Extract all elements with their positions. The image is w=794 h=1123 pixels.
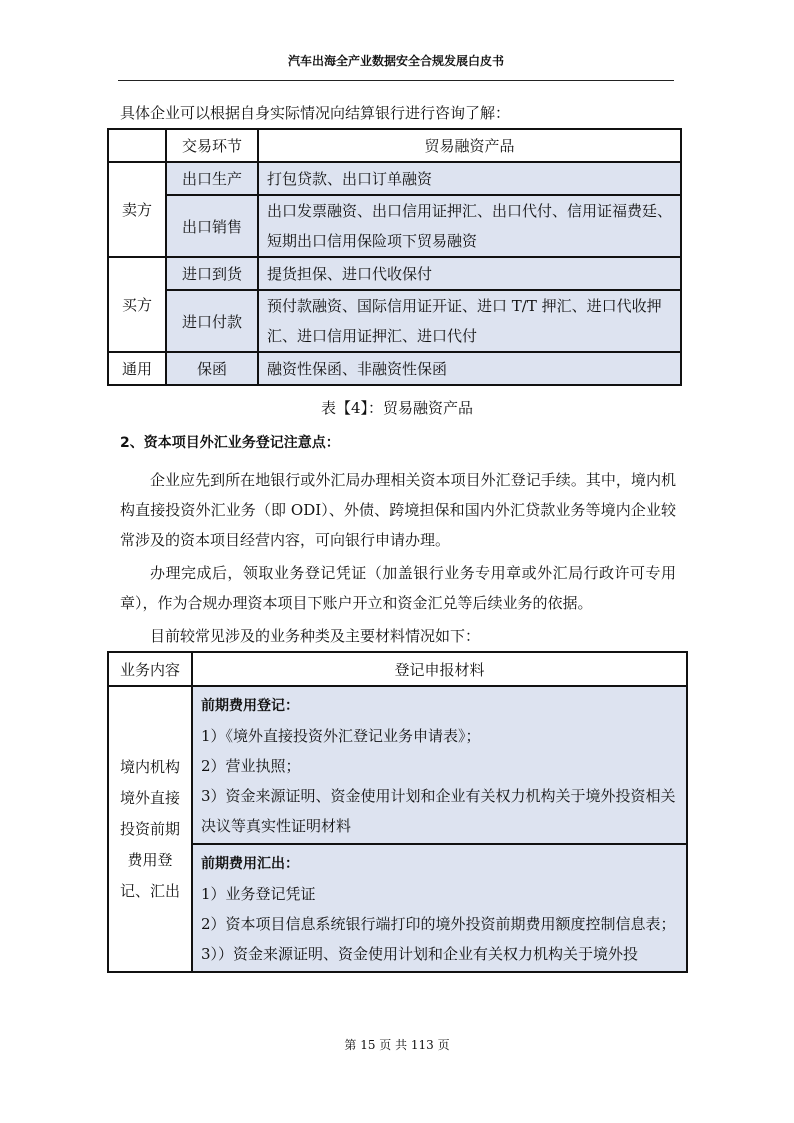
table-row-stage: 出口销售: [166, 195, 258, 257]
trade-finance-table: [107, 128, 682, 386]
header-divider: [118, 80, 674, 81]
list-item: 1）《境外直接投资外汇登记业务申请表》；: [201, 727, 481, 745]
capital-account-table: [107, 651, 688, 973]
table-header-business: 业务内容: [108, 652, 192, 686]
paragraph-3: 目前较常见涉及的业务种类及主要材料情况如下：: [150, 627, 481, 645]
business-cell: 境内机构境外直接投资前期费用登记、汇出: [108, 686, 192, 972]
table-row-stage: 保函: [166, 352, 258, 385]
list-item: 2）营业执照；: [201, 757, 301, 775]
page-number: 第 15 页 共 113 页: [344, 1038, 450, 1052]
paragraph-2: 办理完成后，领取业务登记凭证（加盖银行业务专用章或外汇局行政许可专用章），作为合规办理资本项目下账户开立和资金汇兑等后续业务的依据。: [120, 564, 676, 612]
page-header-title: 汽车出海全产业数据安全合规发展白皮书: [287, 54, 504, 68]
materials-block-registration: [192, 686, 687, 844]
table-caption: 表【4】：贸易融资产品: [320, 399, 474, 417]
table-row-products: 出口发票融资、出口信用证押汇、出口代付、信用证福费廷、短期出口信用保险项下贸易融资: [258, 195, 681, 257]
materials-block-remittance: [192, 844, 687, 972]
table-header-stage: 交易环节: [166, 129, 258, 162]
intro-text: 具体企业可以根据自身实际情况向结算银行进行咨询了解：: [120, 104, 511, 122]
table-header-products: 贸易融资产品: [258, 129, 681, 162]
table-row-products: 融资性保函、非融资性保函: [258, 352, 681, 385]
list-item: 3）资金来源证明、资金使用计划和企业有关权力机构关于境外投资相关决议等真实性证明材料: [201, 787, 676, 835]
table-row-stage: 出口生产: [166, 162, 258, 195]
table-header-empty: [108, 129, 166, 162]
block-title: 前期费用汇出：: [201, 856, 299, 872]
list-item: 3））资金来源证明、资金使用计划和企业有关权力机构关于境外投: [201, 945, 639, 963]
row-group-general: 通用: [108, 352, 166, 385]
table-row-products: 提货担保、进口代收保付: [258, 257, 681, 290]
paragraph-1: 企业应先到所在地银行或外汇局办理相关资本项目外汇登记手续。其中，境内机构直接投资外汇业务（即 ODI）、外债、跨境担保和国内外汇贷款业务等境内企业较常涉及的资本项目经营内容，可向银行申请办理。: [120, 471, 676, 549]
row-group-buyer: 买方: [108, 257, 166, 352]
table-row-stage: 进口付款: [166, 290, 258, 352]
list-item: 1）业务登记凭证: [201, 885, 316, 903]
table-row-stage: 进口到货: [166, 257, 258, 290]
table-header-materials: 登记申报材料: [192, 652, 687, 686]
table-row-products: 打包贷款、出口订单融资: [258, 162, 681, 195]
table-row-products: 预付款融资、国际信用证开证、进口 T/T 押汇、进口代收押汇、进口信用证押汇、进口代付: [258, 290, 681, 352]
block-title: 前期费用登记：: [201, 698, 299, 714]
section-heading: 2、资本项目外汇业务登记注意点：: [120, 435, 340, 451]
list-item: 2）资本项目信息系统银行端打印的境外投资前期费用额度控制信息表；: [201, 915, 676, 933]
row-group-seller: 卖方: [108, 162, 166, 257]
